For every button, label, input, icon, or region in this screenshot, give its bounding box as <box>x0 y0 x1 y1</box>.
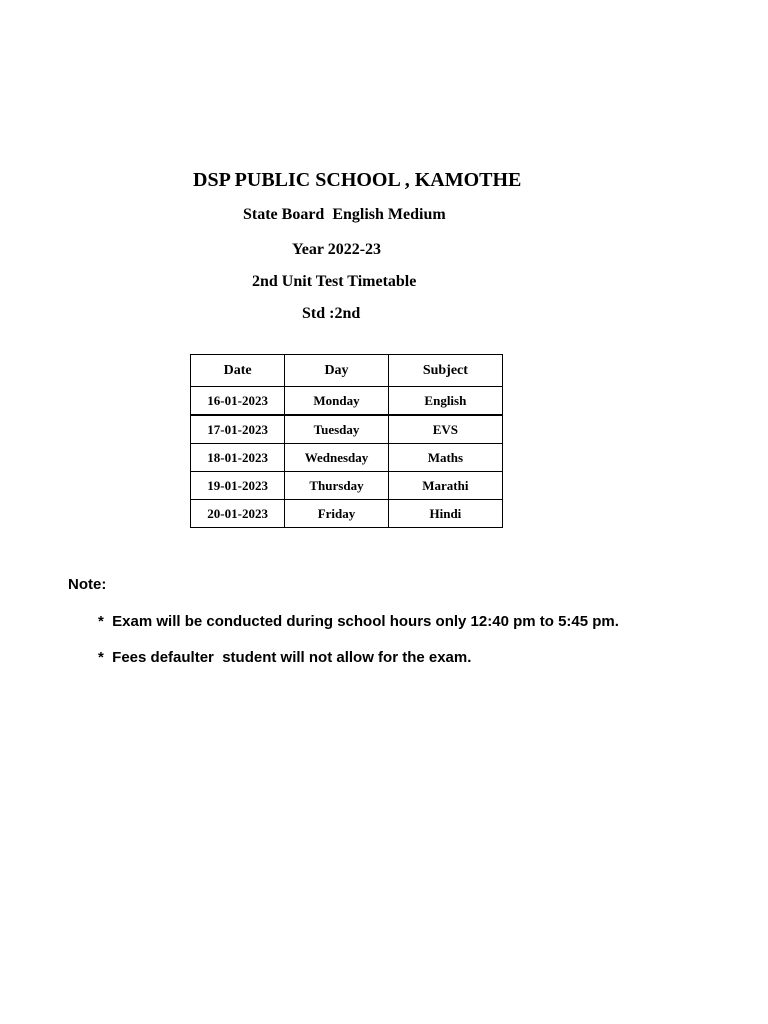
table-row <box>191 387 503 416</box>
table-header-row <box>191 355 503 387</box>
cell-subject: Hindi <box>388 500 502 528</box>
cell-date: 19-01-2023 <box>191 472 285 500</box>
cell-date: 17-01-2023 <box>191 415 285 444</box>
column-header-subject: Subject <box>388 355 502 387</box>
cell-date: 16-01-2023 <box>191 387 285 416</box>
cell-subject: Maths <box>388 444 502 472</box>
cell-day: Monday <box>285 387 389 416</box>
column-header-date: Date <box>191 355 285 387</box>
cell-day: Tuesday <box>285 415 389 444</box>
cell-subject: EVS <box>388 415 502 444</box>
table-row <box>191 472 503 500</box>
cell-subject: Marathi <box>388 472 502 500</box>
note-item: * Exam will be conducted during school hours only 12:40 pm to 5:45 pm. <box>98 613 619 630</box>
table-row <box>191 500 503 528</box>
table-row <box>191 415 503 444</box>
academic-year: Year 2022-23 <box>292 241 382 258</box>
standard-line: Std :2nd <box>302 305 361 322</box>
timetable-title: 2nd Unit Test Timetable <box>252 273 417 290</box>
table-row <box>191 444 503 472</box>
cell-date: 20-01-2023 <box>191 500 285 528</box>
cell-subject: English <box>388 387 502 416</box>
board-medium-line: State Board English Medium <box>243 206 446 223</box>
note-label: Note: <box>68 576 107 593</box>
cell-day: Thursday <box>285 472 389 500</box>
cell-date: 18-01-2023 <box>191 444 285 472</box>
note-item: * Fees defaulter student will not allow for the exam. <box>98 649 472 666</box>
timetable <box>190 354 503 528</box>
cell-day: Wednesday <box>285 444 389 472</box>
column-header-day: Day <box>285 355 389 387</box>
school-name: DSP PUBLIC SCHOOL , KAMOTHE <box>193 169 522 191</box>
cell-day: Friday <box>285 500 389 528</box>
